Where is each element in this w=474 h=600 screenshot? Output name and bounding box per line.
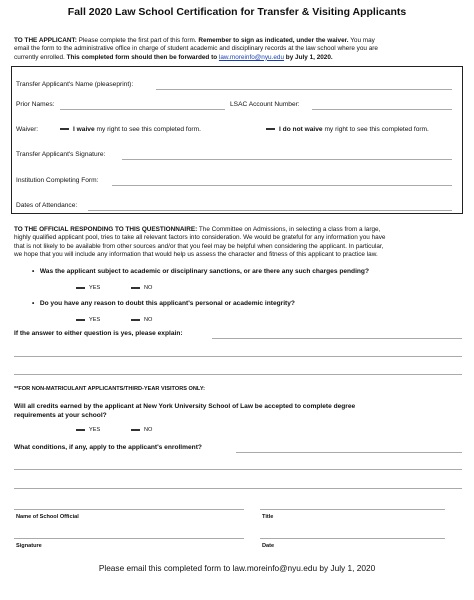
nonmatriculant-heading: **FOR NON-MATRICULANT APPLICANTS/THIRD-YEAR VISITORS ONLY: (14, 386, 206, 392)
applicant-signature-label: Transfer Applicant's Signature: (16, 151, 106, 158)
question-2-text: Do you have any reason to doubt this applicant's personal or academic integrity? (39, 300, 295, 307)
title-label: Title (262, 514, 274, 520)
official-instructions (14, 226, 462, 259)
not-waive-bold: I do not waive (279, 126, 323, 133)
applicant-text-3: currently enrolled. (14, 53, 67, 61)
q2-yes-label: YES (89, 317, 101, 323)
not-waive-option[interactable] (266, 126, 429, 133)
dates-field[interactable] (88, 210, 452, 211)
waive-text: my right to see this completed form. (94, 126, 201, 133)
school-official-field[interactable] (14, 509, 244, 510)
q3-no-option[interactable] (131, 427, 152, 433)
q3-yes-option[interactable] (76, 427, 100, 433)
conditions-field-3[interactable] (14, 488, 462, 489)
date-field[interactable] (260, 538, 445, 539)
q3-no-label: NO (144, 427, 153, 433)
title-field[interactable] (260, 509, 445, 510)
applicant-text-2: email the form to the administrative office in charge of student academic and disciplinary records at the law school where you are (14, 45, 378, 53)
applicant-text-1b: You may (348, 37, 375, 44)
q3-yes-checkbox[interactable] (76, 429, 85, 431)
question-3-line-2: requirements at your school? (14, 411, 107, 419)
q2-yes-option[interactable] (76, 317, 100, 323)
prior-names-field[interactable] (60, 109, 225, 110)
not-waive-checkbox[interactable] (266, 128, 275, 130)
question-1: • Was the applicant subject to academic or disciplinary sanctions, or are there any such charges pending? (32, 268, 369, 275)
q3-no-checkbox[interactable] (131, 429, 140, 431)
explain-field-3[interactable] (14, 374, 462, 375)
footer-note: Please email this completed form to law.moreinfo@nyu.edu by July 1, 2020 (98, 563, 376, 573)
email-link[interactable]: law.moreinfo@nyu.edu (218, 53, 285, 61)
form-title: Fall 2020 Law School Certification for Transfer & Visiting Applicants (67, 6, 407, 18)
waiver-label: Waiver: (16, 126, 39, 133)
applicant-name-label: Transfer Applicant's Name (pleaseprint): (16, 81, 134, 88)
lsac-label: LSAC Account Number: (230, 101, 300, 108)
applicant-name-field[interactable] (156, 89, 452, 90)
institution-label: Institution Completing Form: (16, 177, 99, 184)
applicant-date: by July 1, 2020. (284, 53, 333, 61)
official-signature-label: Signature (16, 543, 42, 549)
q1-yes-option[interactable] (76, 285, 100, 291)
applicant-instructions (14, 37, 462, 62)
explain-field-2[interactable] (14, 356, 462, 357)
lsac-field[interactable] (312, 109, 452, 110)
official-signature-field[interactable] (14, 538, 244, 539)
date-label: Date (262, 543, 275, 549)
conditions-field-1[interactable] (236, 452, 462, 453)
applicant-bold-1: Remember to sign as indicated, under the waiver. (198, 37, 349, 44)
explain-label: If the answer to either question is yes, please explain: (14, 330, 183, 337)
question-3-line-1: Will all credits earned by the applicant at New York University School of Law be accepted to complete degree (14, 403, 356, 410)
official-text-4: we hope that you will include any information that would help us assess the character and fitness of this applicant to practice law. (14, 250, 378, 258)
applicant-bold-3: This completed form should then be forwarded to (66, 53, 219, 61)
conditions-label: What conditions, if any, apply to the applicant's enrollment? (14, 444, 202, 451)
q1-no-checkbox[interactable] (131, 287, 140, 289)
q1-yes-checkbox[interactable] (76, 287, 85, 289)
applicant-heading: TO THE APPLICANT: (14, 37, 77, 44)
q2-yes-checkbox[interactable] (76, 319, 85, 321)
conditions-field-2[interactable] (14, 469, 462, 470)
prior-names-label: Prior Names: (16, 101, 55, 108)
q2-no-option[interactable] (131, 317, 152, 323)
q1-no-option[interactable] (131, 285, 152, 291)
question-2: • Do you have any reason to doubt this applicant's personal or academic integrity? (32, 300, 295, 307)
q1-no-label: NO (144, 285, 153, 291)
official-text-1: The Committee on Admissions, in selecting a class from a large, (197, 226, 381, 233)
q2-no-checkbox[interactable] (131, 319, 140, 321)
q3-yes-label: YES (89, 427, 101, 433)
waive-checkbox[interactable] (60, 128, 69, 130)
applicant-signature-field[interactable] (122, 159, 452, 160)
waive-bold: I waive (73, 126, 95, 133)
q1-yes-label: YES (89, 285, 101, 291)
not-waive-text: my right to see this completed form. (322, 126, 429, 133)
question-1-text: Was the applicant subject to academic or disciplinary sanctions, or are there any such charges pending? (39, 268, 369, 275)
explain-field-1[interactable] (212, 338, 462, 339)
official-text-2: highly qualified applicant pool, tries to take all relevant factors into consideration. We would be grateful for any information you have (14, 234, 386, 242)
official-heading: TO THE OFFICIAL RESPONDING TO THIS QUESTIONNAIRE: (14, 226, 198, 233)
dates-label: Dates of Attendance: (16, 202, 78, 209)
school-official-label: Name of School Official (16, 514, 79, 520)
institution-field[interactable] (112, 185, 452, 186)
official-text-3: that is not likely to be available from other sources and/or that you feel may be helpful when considering the applicant. In particular, (14, 242, 384, 250)
waive-option[interactable] (60, 126, 201, 133)
question-3 (14, 403, 355, 420)
applicant-text-1: Please complete the first part of this form. (76, 37, 199, 44)
q2-no-label: NO (144, 317, 153, 323)
